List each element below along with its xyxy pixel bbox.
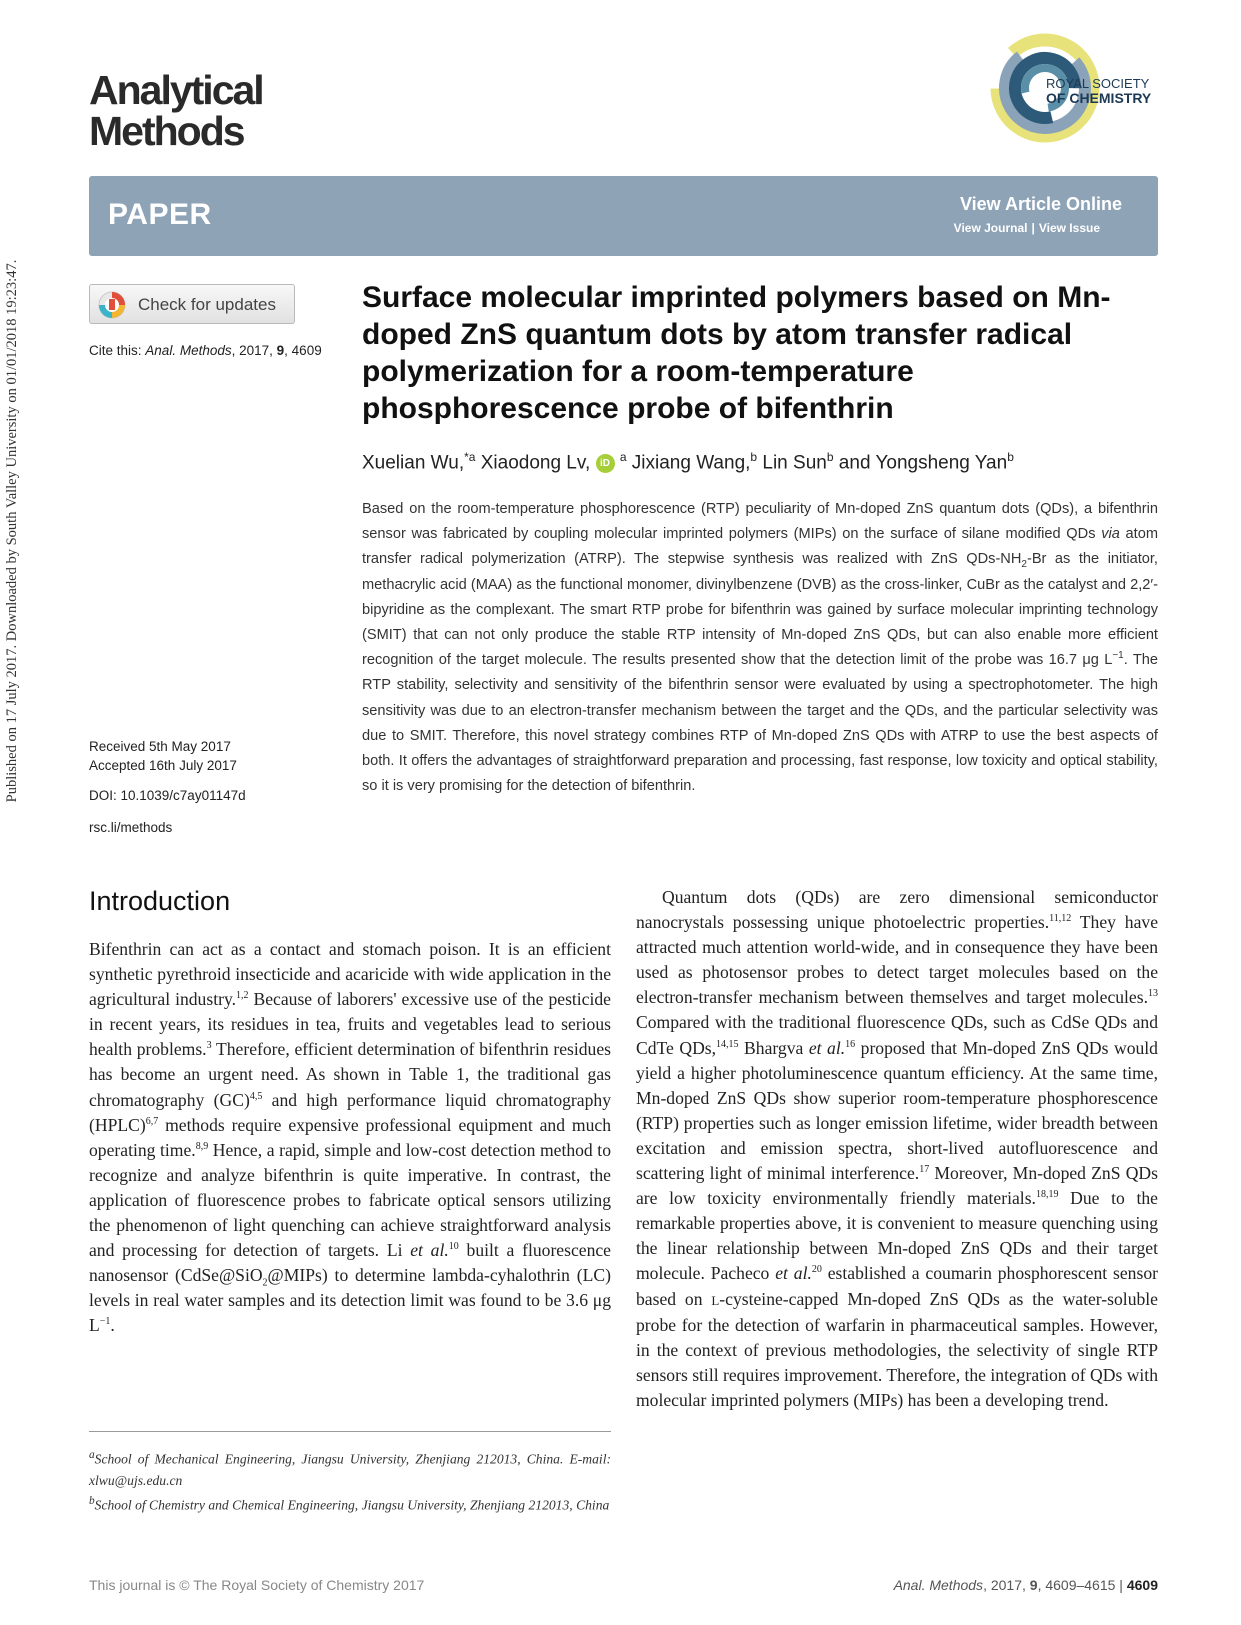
cite-label: Cite this: xyxy=(89,343,142,358)
author-1[interactable]: Xuelian Wu, xyxy=(362,452,465,474)
article-banner xyxy=(89,176,1158,256)
col1-text: methods require expensive professional equipment and much operating time. xyxy=(89,1114,611,1160)
rsc-emblem-icon xyxy=(988,30,1158,145)
check-for-updates-label: Check for updates xyxy=(138,295,276,314)
author-5[interactable]: and Yongsheng Yan xyxy=(833,452,1008,474)
footer-copyright: This journal is © The Royal Society of Chemistry 2017 xyxy=(89,1577,425,1593)
author-4-affil: b xyxy=(826,450,834,464)
footer-separator: | xyxy=(1115,1577,1127,1593)
journal-links xyxy=(952,221,1102,235)
download-notice: Published on 17 July 2017. Downloaded by South Valley University on 01/01/2018 19:23:47. xyxy=(4,259,20,803)
received-date: Received 5th May 2017 xyxy=(89,739,231,754)
orcid-icon[interactable]: iD xyxy=(596,454,615,473)
col1-text: . xyxy=(110,1315,115,1336)
col2-text: Moreover, Mn-doped ZnS QDs are low toxicity environmentally friendly materials. xyxy=(636,1163,1158,1209)
rsc-logo-line1: ROYAL SOCIETY xyxy=(1046,76,1150,91)
abstract-text-2: atom transfer radical polymerization (ATRP). The stepwise synthesis was realized with ZnS QDs-NH xyxy=(362,526,1158,568)
author-4[interactable]: Lin Sun xyxy=(757,452,827,474)
col2-text: established a coumarin phosphorescent sensor based on xyxy=(636,1263,1158,1309)
author-3-affil: b xyxy=(750,450,758,464)
journal-name-line1: Analytical xyxy=(89,67,263,113)
affiliation-a xyxy=(89,1445,611,1491)
rsc-logo-line2: OF CHEMISTRY xyxy=(1046,90,1152,106)
col2-text: -cysteine-capped Mn-doped ZnS QDs as the water-soluble probe for the detection of warfarin in pharmaceutical samples. However, in the context of previous methodologies, the selectivity of single RTP sensors still requires improvement. Therefore, the integration of QDs with molecular imprinted polymers (MIPs) has been a developing trend. xyxy=(636,1288,1158,1410)
col1-text: Because of laborers' excessive use of the pesticide in recent years, its residues in tea, fruits and vegetables lead to serious health problems. xyxy=(89,989,611,1060)
accepted-date: Accepted 16th July 2017 xyxy=(89,758,237,773)
journal-name-line2: Methods xyxy=(89,108,244,154)
small-caps-l: L xyxy=(711,1292,720,1308)
ref-link[interactable]: 3 xyxy=(206,1040,212,1052)
ref-link[interactable]: 20 xyxy=(811,1264,822,1276)
footer-volume: 9 xyxy=(1029,1577,1038,1593)
journal-logo xyxy=(89,67,263,154)
article-dates xyxy=(89,737,237,775)
doi[interactable]: DOI: 10.1039/c7ay01147d xyxy=(89,788,246,803)
col1-text: Therefore, efficient determination of bifenthrin residues has become an urgent need. As shown in Table 1, the traditional gas chromatography (GC) xyxy=(89,1039,612,1110)
col1-text: @MIPs) to determine lambda-cyhalothrin (LC) levels in real water samples and its detection limit was found to be 3.6 μg L xyxy=(89,1265,611,1336)
et-al: et al. xyxy=(808,1037,846,1058)
intro-column-left xyxy=(89,937,611,1339)
footer-year: , 2017, xyxy=(983,1577,1030,1593)
col1-text: Bifenthrin can act as a contact and stomach poison. It is an efficient synthetic pyrethroid insecticide and acaricide with wide application in the agricultural industry. xyxy=(89,939,611,1010)
abstract-text-4: . The RTP stability, selectivity and sensitivity of the bifenthrin sensor were evaluated by using a spectrophotometer. The high sensitivity was due to an electron-transfer mechanism between the target and the QDs, and the particular selectivity was due to SMIT. Therefore, this novel strategy combines RTP of Mn-doped ZnS QDs with ATRP to use the best aspects of both. It offers the advantages of straightforward preparation and processing, fast response, low toxicity and optical stability, so it is very promising for the detection of bifenthrin. xyxy=(362,652,1159,795)
col2-text: Quantum dots (QDs) are zero dimensional semiconductor nanocrystals possessing unique photoelectric properties. xyxy=(636,887,1158,933)
abstract-sup: −1 xyxy=(1112,650,1124,662)
affiliations xyxy=(89,1445,611,1515)
section-heading-introduction: Introduction xyxy=(89,886,231,916)
footer-pages: , 4609–4615 xyxy=(1037,1577,1116,1593)
affil-marker: a xyxy=(89,1449,95,1461)
col2-text: proposed that Mn-doped ZnS QDs would yield a higher photoluminescence quantum efficiency. At the same time, Mn-doped ZnS QDs show superior room-temperature phosphorescence (RTP) properties such as longer emission lifetime, wider breadth between excitation and emission spectra, short-lived autofluorescence and scattering light of minimal interference. xyxy=(636,1037,1158,1184)
author-1-affil: *a xyxy=(464,450,476,464)
col2-text: They have attracted much attention world-wide, and in consequence they have been used as photosensor probes to detect target molecules based on the electron-transfer mechanism between themselves and target molecules. xyxy=(636,912,1159,1008)
ref-link[interactable]: 14,15 xyxy=(716,1038,739,1050)
col1-text: Hence, a rapid, simple and low-cost detection method to recognize and analyze bifenthrin is quite imperative. In contrast, the application of fluorescence probes to fabricate optical sensors utilizing the phenomenon of light quenching can achieve straightforward analysis and processing for detection of targets. Li xyxy=(89,1139,611,1261)
cite-journal: Anal. Methods xyxy=(145,343,232,358)
ref-link[interactable]: 6,7 xyxy=(145,1115,159,1127)
author-2[interactable]: Xiaodong Lv, xyxy=(475,452,591,474)
citation xyxy=(89,343,322,358)
ref-link[interactable]: 16 xyxy=(845,1038,856,1050)
subscript: 2 xyxy=(262,1277,268,1289)
ref-link[interactable]: 8,9 xyxy=(195,1140,209,1152)
author-3[interactable]: Jixiang Wang, xyxy=(626,452,751,474)
affiliation-a-text: School of Mechanical Engineering, Jiangsu University, Zhenjiang 212013, China. E-mail: xlwu@ujs.edu.cn xyxy=(89,1451,611,1488)
affiliation-b xyxy=(89,1491,611,1516)
ref-link[interactable]: 17 xyxy=(919,1164,930,1176)
footer-journal: Anal. Methods xyxy=(893,1577,984,1593)
page-number: 4609 xyxy=(1126,1577,1158,1593)
col2-text: Due to the remarkable properties above, it is convenient to measure quenching using the linear relationship between Mn-doped ZnS QDs and their target molecule. Pacheco xyxy=(636,1188,1158,1284)
abstract-text-3: -Br as the initiator, methacrylic acid (MAA) as the functional monomer, divinylbenzene (DVB) as the cross-linker, CuBr as the catalyst and 2,2′-bipyridine as the complexant. The smart RTP probe for bifenthrin was gained by surface molecular imprinting technology (SMIT) that can not only produce the stable RTP intensity of Mn-doped ZnS QDs, but can also enable more efficient recognition of the target molecule. The results presented show that the detection limit of the probe was 16.7 μg L xyxy=(362,551,1158,669)
view-article-online-link[interactable]: View Article Online xyxy=(959,194,1122,214)
abstract-via: via xyxy=(1101,526,1120,543)
journal-url[interactable]: rsc.li/methods xyxy=(89,820,173,835)
affiliation-b-text: School of Chemistry and Chemical Engineering, Jiangsu University, Zhenjiang 212013, China xyxy=(94,1497,610,1513)
footer-citation xyxy=(894,1577,1158,1593)
article-title: Surface molecular imprinted polymers based on Mn-doped ZnS quantum dots by atom transfer radical polymerization for a room-temperature phosphorescence probe of bifenthrin xyxy=(362,281,1111,425)
cite-volume: 9 xyxy=(276,343,285,358)
author-list xyxy=(362,450,1014,474)
ref-link[interactable]: 13 xyxy=(1148,988,1158,1000)
crossmark-icon xyxy=(98,291,126,319)
view-issue-link[interactable]: View Issue xyxy=(1038,221,1100,235)
et-al: et al. xyxy=(775,1263,812,1284)
cite-page: , 4609 xyxy=(284,343,322,358)
et-al: et al. xyxy=(410,1240,449,1261)
ref-link[interactable]: 18,19 xyxy=(1035,1189,1059,1201)
col2-text: Compared with the traditional fluorescence QDs, such as CdSe QDs and CdTe QDs, xyxy=(636,1012,1158,1058)
col1-text: built a fluorescence nanosensor (CdSe@SiO xyxy=(89,1240,611,1286)
rsc-logo[interactable] xyxy=(988,30,1158,145)
cite-year: , 2017, xyxy=(231,343,277,358)
author-2-affil: a xyxy=(619,450,627,464)
affil-marker: b xyxy=(89,1494,95,1507)
view-journal-link[interactable]: View Journal xyxy=(953,221,1028,235)
check-for-updates-button[interactable] xyxy=(89,284,295,324)
footnote-divider xyxy=(89,1431,611,1432)
ref-link[interactable]: 4,5 xyxy=(249,1090,263,1102)
abstract-sub: 2 xyxy=(1021,559,1027,571)
superscript: −1 xyxy=(99,1316,111,1328)
col1-text: and high performance liquid chromatography (HPLC) xyxy=(89,1089,611,1135)
author-5-affil: b xyxy=(1007,450,1014,464)
ref-link[interactable]: 11,12 xyxy=(1049,913,1072,925)
link-separator: | xyxy=(1031,221,1035,235)
abstract-text-1: Based on the room-temperature phosphorescence (RTP) peculiarity of Mn-doped ZnS quantum dots (QDs), a bifenthrin sensor was fabricated by coupling molecular imprinted polymers (MIPs) on the surface of silane modified QDs xyxy=(362,501,1158,543)
ref-link[interactable]: 10 xyxy=(448,1241,459,1253)
abstract xyxy=(362,497,1158,799)
intro-column-right xyxy=(636,885,1158,1413)
article-type: PAPER xyxy=(108,198,212,231)
ref-link[interactable]: 1,2 xyxy=(236,990,249,1002)
col2-text: Bhargva xyxy=(738,1037,809,1058)
